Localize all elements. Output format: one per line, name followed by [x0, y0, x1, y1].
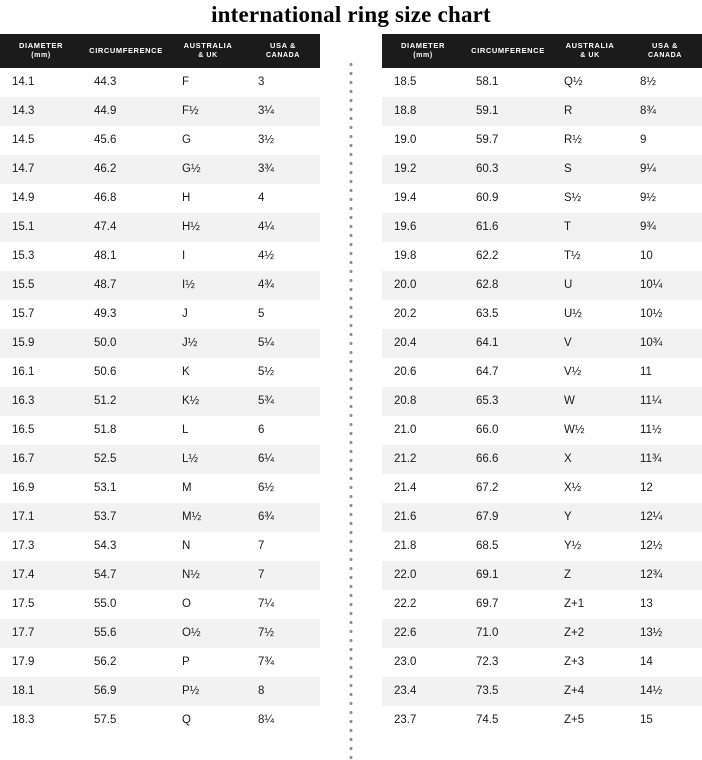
cell-diameter: 19.2 [382, 155, 464, 184]
cell-circumference: 44.9 [82, 97, 170, 126]
table-row [0, 503, 320, 532]
header-diameter-line1: DIAMETER [19, 41, 63, 50]
cell-circumference: 61.6 [464, 213, 552, 242]
cell-circumference: 67.2 [464, 474, 552, 503]
cell-diameter: 15.7 [0, 300, 82, 329]
cell-diameter: 15.1 [0, 213, 82, 242]
cell-circumference: 46.2 [82, 155, 170, 184]
cell-circumference: 55.0 [82, 590, 170, 619]
cell-usa-canada: 10½ [628, 300, 702, 329]
cell-diameter: 19.4 [382, 184, 464, 213]
cell-australia-uk: W [552, 387, 628, 416]
table-row [0, 184, 320, 213]
cell-australia-uk: F½ [170, 97, 246, 126]
table-row [382, 677, 702, 706]
cell-australia-uk: X½ [552, 474, 628, 503]
cell-circumference: 59.1 [464, 97, 552, 126]
header-australia-uk [170, 34, 246, 68]
cell-diameter: 20.6 [382, 358, 464, 387]
header-usa-canada-line2: CANADA [648, 52, 682, 60]
cell-circumference: 71.0 [464, 619, 552, 648]
cell-usa-canada: 3¾ [246, 155, 320, 184]
table-row [0, 242, 320, 271]
table-row [382, 590, 702, 619]
left-table-body [0, 68, 320, 735]
cell-australia-uk: W½ [552, 416, 628, 445]
right-size-table [382, 34, 702, 735]
cell-circumference: 45.6 [82, 126, 170, 155]
cell-circumference: 51.8 [82, 416, 170, 445]
header-diameter [382, 34, 464, 68]
cell-australia-uk: S [552, 155, 628, 184]
table-row [382, 648, 702, 677]
cell-australia-uk: M [170, 474, 246, 503]
table-row [0, 271, 320, 300]
table-row [382, 387, 702, 416]
table-row [0, 532, 320, 561]
cell-usa-canada: 12½ [628, 532, 702, 561]
cell-circumference: 56.9 [82, 677, 170, 706]
cell-circumference: 48.7 [82, 271, 170, 300]
cell-diameter: 21.2 [382, 445, 464, 474]
left-header-row [0, 34, 320, 68]
cell-circumference: 44.3 [82, 68, 170, 97]
cell-diameter: 20.4 [382, 329, 464, 358]
cell-australia-uk: Z+3 [552, 648, 628, 677]
cell-circumference: 64.1 [464, 329, 552, 358]
cell-usa-canada: 13 [628, 590, 702, 619]
table-row [0, 300, 320, 329]
table-row [0, 706, 320, 735]
table-row [382, 242, 702, 271]
table-row [0, 561, 320, 590]
cell-usa-canada: 7¼ [246, 590, 320, 619]
cell-diameter: 17.1 [0, 503, 82, 532]
cell-australia-uk: I [170, 242, 246, 271]
cell-circumference: 62.8 [464, 271, 552, 300]
cell-circumference: 69.7 [464, 590, 552, 619]
dotted-divider [348, 60, 354, 760]
table-row [382, 358, 702, 387]
cell-diameter: 19.0 [382, 126, 464, 155]
cell-australia-uk: R [552, 97, 628, 126]
cell-circumference: 60.3 [464, 155, 552, 184]
header-usa-canada-line2: CANADA [266, 52, 300, 60]
cell-diameter: 17.9 [0, 648, 82, 677]
cell-circumference: 51.2 [82, 387, 170, 416]
right-table-wrapper [382, 34, 702, 735]
table-row [382, 184, 702, 213]
cell-circumference: 72.3 [464, 648, 552, 677]
cell-diameter: 15.5 [0, 271, 82, 300]
cell-australia-uk: Z+2 [552, 619, 628, 648]
cell-usa-canada: 9¾ [628, 213, 702, 242]
cell-diameter: 21.6 [382, 503, 464, 532]
cell-circumference: 74.5 [464, 706, 552, 735]
cell-australia-uk: Y½ [552, 532, 628, 561]
cell-australia-uk: V [552, 329, 628, 358]
cell-australia-uk: V½ [552, 358, 628, 387]
cell-circumference: 73.5 [464, 677, 552, 706]
cell-usa-canada: 8¼ [246, 706, 320, 735]
header-usa-canada-line1: USA & [269, 41, 297, 50]
cell-australia-uk: J½ [170, 329, 246, 358]
right-table-body [382, 68, 702, 735]
cell-circumference: 65.3 [464, 387, 552, 416]
table-row [382, 213, 702, 242]
cell-usa-canada: 8½ [628, 68, 702, 97]
cell-diameter: 22.2 [382, 590, 464, 619]
cell-usa-canada: 10¾ [628, 329, 702, 358]
cell-diameter: 19.8 [382, 242, 464, 271]
cell-usa-canada: 5¾ [246, 387, 320, 416]
cell-australia-uk: Q½ [552, 68, 628, 97]
cell-usa-canada: 9 [628, 126, 702, 155]
table-row [382, 126, 702, 155]
table-row [0, 677, 320, 706]
cell-usa-canada: 4 [246, 184, 320, 213]
cell-australia-uk: Z+4 [552, 677, 628, 706]
cell-diameter: 17.7 [0, 619, 82, 648]
cell-australia-uk: T [552, 213, 628, 242]
cell-circumference: 55.6 [82, 619, 170, 648]
cell-australia-uk: K [170, 358, 246, 387]
cell-australia-uk: N½ [170, 561, 246, 590]
cell-usa-canada: 14 [628, 648, 702, 677]
cell-usa-canada: 11¾ [628, 445, 702, 474]
cell-diameter: 16.1 [0, 358, 82, 387]
cell-diameter: 20.2 [382, 300, 464, 329]
cell-australia-uk: Q [170, 706, 246, 735]
table-row [382, 561, 702, 590]
ring-size-chart-page [0, 2, 702, 749]
cell-usa-canada: 6½ [246, 474, 320, 503]
cell-diameter: 20.0 [382, 271, 464, 300]
header-diameter-line2: (mm) [413, 52, 433, 60]
header-circumference-line1: CIRCUMFERENCE [89, 45, 163, 55]
cell-diameter: 14.1 [0, 68, 82, 97]
cell-usa-canada: 15 [628, 706, 702, 735]
header-australia-uk-line1: AUSTRALIA [565, 41, 615, 50]
cell-diameter: 23.7 [382, 706, 464, 735]
cell-diameter: 14.3 [0, 97, 82, 126]
cell-diameter: 18.1 [0, 677, 82, 706]
cell-usa-canada: 11 [628, 358, 702, 387]
header-diameter [0, 34, 82, 68]
table-row [0, 97, 320, 126]
header-diameter-line2: (mm) [31, 52, 51, 60]
cell-circumference: 52.5 [82, 445, 170, 474]
table-row [0, 648, 320, 677]
cell-australia-uk: S½ [552, 184, 628, 213]
cell-diameter: 17.4 [0, 561, 82, 590]
table-row [0, 590, 320, 619]
cell-usa-canada: 6¼ [246, 445, 320, 474]
table-row [0, 155, 320, 184]
cell-diameter: 15.9 [0, 329, 82, 358]
tables-container [0, 34, 702, 760]
cell-usa-canada: 7¾ [246, 648, 320, 677]
table-row [382, 97, 702, 126]
cell-australia-uk: G½ [170, 155, 246, 184]
table-row [382, 706, 702, 735]
cell-australia-uk: U [552, 271, 628, 300]
cell-circumference: 59.7 [464, 126, 552, 155]
cell-usa-canada: 8 [246, 677, 320, 706]
table-row [382, 68, 702, 97]
cell-diameter: 17.5 [0, 590, 82, 619]
cell-australia-uk: H½ [170, 213, 246, 242]
table-row [382, 329, 702, 358]
cell-usa-canada: 3 [246, 68, 320, 97]
cell-circumference: 60.9 [464, 184, 552, 213]
header-australia-uk-line2: & UK [580, 52, 600, 60]
cell-australia-uk: L [170, 416, 246, 445]
cell-diameter: 19.6 [382, 213, 464, 242]
cell-diameter: 23.4 [382, 677, 464, 706]
cell-australia-uk: L½ [170, 445, 246, 474]
cell-usa-canada: 11¼ [628, 387, 702, 416]
table-row [0, 126, 320, 155]
header-australia-uk-line2: & UK [198, 52, 218, 60]
cell-circumference: 58.1 [464, 68, 552, 97]
cell-australia-uk: J [170, 300, 246, 329]
cell-circumference: 47.4 [82, 213, 170, 242]
cell-circumference: 54.3 [82, 532, 170, 561]
table-row [382, 271, 702, 300]
header-usa-canada [246, 34, 320, 68]
cell-diameter: 14.9 [0, 184, 82, 213]
table-row [0, 358, 320, 387]
cell-usa-canada: 5½ [246, 358, 320, 387]
cell-diameter: 14.7 [0, 155, 82, 184]
cell-circumference: 56.2 [82, 648, 170, 677]
cell-circumference: 46.8 [82, 184, 170, 213]
cell-diameter: 16.9 [0, 474, 82, 503]
cell-circumference: 66.6 [464, 445, 552, 474]
cell-diameter: 14.5 [0, 126, 82, 155]
table-row [382, 300, 702, 329]
cell-usa-canada: 6 [246, 416, 320, 445]
cell-usa-canada: 12 [628, 474, 702, 503]
header-usa-canada-line1: USA & [651, 41, 679, 50]
cell-australia-uk: Y [552, 503, 628, 532]
cell-australia-uk: R½ [552, 126, 628, 155]
table-row [382, 416, 702, 445]
table-row [0, 329, 320, 358]
cell-usa-canada: 14½ [628, 677, 702, 706]
cell-usa-canada: 12¾ [628, 561, 702, 590]
cell-australia-uk: N [170, 532, 246, 561]
header-australia-uk-line1: AUSTRALIA [183, 41, 233, 50]
cell-usa-canada: 5 [246, 300, 320, 329]
cell-usa-canada: 4½ [246, 242, 320, 271]
header-circumference [82, 34, 170, 68]
cell-circumference: 57.5 [82, 706, 170, 735]
cell-usa-canada: 8¾ [628, 97, 702, 126]
cell-australia-uk: G [170, 126, 246, 155]
cell-circumference: 67.9 [464, 503, 552, 532]
cell-circumference: 49.3 [82, 300, 170, 329]
cell-australia-uk: M½ [170, 503, 246, 532]
cell-usa-canada: 12¼ [628, 503, 702, 532]
table-row [382, 532, 702, 561]
table-row [0, 387, 320, 416]
left-size-table [0, 34, 320, 735]
cell-diameter: 21.8 [382, 532, 464, 561]
cell-usa-canada: 4¼ [246, 213, 320, 242]
cell-circumference: 54.7 [82, 561, 170, 590]
cell-australia-uk: T½ [552, 242, 628, 271]
cell-australia-uk: P½ [170, 677, 246, 706]
cell-circumference: 69.1 [464, 561, 552, 590]
cell-circumference: 50.6 [82, 358, 170, 387]
cell-diameter: 15.3 [0, 242, 82, 271]
table-row [382, 619, 702, 648]
left-table-wrapper [0, 34, 320, 735]
header-circumference-line1: CIRCUMFERENCE [471, 45, 545, 55]
cell-usa-canada: 7 [246, 532, 320, 561]
cell-diameter: 18.3 [0, 706, 82, 735]
cell-diameter: 23.0 [382, 648, 464, 677]
table-row [382, 155, 702, 184]
cell-diameter: 21.0 [382, 416, 464, 445]
cell-circumference: 50.0 [82, 329, 170, 358]
cell-usa-canada: 9½ [628, 184, 702, 213]
cell-diameter: 20.8 [382, 387, 464, 416]
table-row [0, 213, 320, 242]
cell-circumference: 63.5 [464, 300, 552, 329]
cell-australia-uk: K½ [170, 387, 246, 416]
cell-australia-uk: H [170, 184, 246, 213]
cell-diameter: 18.5 [382, 68, 464, 97]
cell-usa-canada: 6¾ [246, 503, 320, 532]
cell-australia-uk: O [170, 590, 246, 619]
cell-australia-uk: Z+1 [552, 590, 628, 619]
cell-diameter: 17.3 [0, 532, 82, 561]
cell-usa-canada: 7 [246, 561, 320, 590]
table-row [0, 619, 320, 648]
cell-circumference: 64.7 [464, 358, 552, 387]
cell-usa-canada: 3¼ [246, 97, 320, 126]
left-table-head [0, 34, 320, 68]
table-row [0, 474, 320, 503]
table-row [382, 503, 702, 532]
cell-australia-uk: X [552, 445, 628, 474]
cell-usa-canada: 11½ [628, 416, 702, 445]
right-header-row [382, 34, 702, 68]
cell-circumference: 53.7 [82, 503, 170, 532]
cell-usa-canada: 4¾ [246, 271, 320, 300]
cell-australia-uk: U½ [552, 300, 628, 329]
table-row [0, 445, 320, 474]
cell-usa-canada: 5¼ [246, 329, 320, 358]
cell-diameter: 22.0 [382, 561, 464, 590]
cell-australia-uk: Z [552, 561, 628, 590]
cell-usa-canada: 10¼ [628, 271, 702, 300]
cell-circumference: 48.1 [82, 242, 170, 271]
header-usa-canada [628, 34, 702, 68]
cell-australia-uk: O½ [170, 619, 246, 648]
cell-diameter: 22.6 [382, 619, 464, 648]
cell-diameter: 18.8 [382, 97, 464, 126]
header-diameter-line1: DIAMETER [401, 41, 445, 50]
cell-diameter: 16.7 [0, 445, 82, 474]
cell-diameter: 16.3 [0, 387, 82, 416]
cell-usa-canada: 3½ [246, 126, 320, 155]
cell-australia-uk: P [170, 648, 246, 677]
table-row [382, 445, 702, 474]
cell-circumference: 68.5 [464, 532, 552, 561]
right-table-head [382, 34, 702, 68]
table-row [0, 416, 320, 445]
cell-circumference: 66.0 [464, 416, 552, 445]
cell-circumference: 53.1 [82, 474, 170, 503]
cell-circumference: 62.2 [464, 242, 552, 271]
cell-australia-uk: Z+5 [552, 706, 628, 735]
cell-usa-canada: 7½ [246, 619, 320, 648]
cell-usa-canada: 9¼ [628, 155, 702, 184]
table-row [0, 68, 320, 97]
header-australia-uk [552, 34, 628, 68]
cell-diameter: 21.4 [382, 474, 464, 503]
header-circumference [464, 34, 552, 68]
cell-australia-uk: I½ [170, 271, 246, 300]
cell-usa-canada: 10 [628, 242, 702, 271]
table-row [382, 474, 702, 503]
cell-usa-canada: 13½ [628, 619, 702, 648]
cell-diameter: 16.5 [0, 416, 82, 445]
cell-australia-uk: F [170, 68, 246, 97]
page-title: international ring size chart [211, 2, 491, 27]
